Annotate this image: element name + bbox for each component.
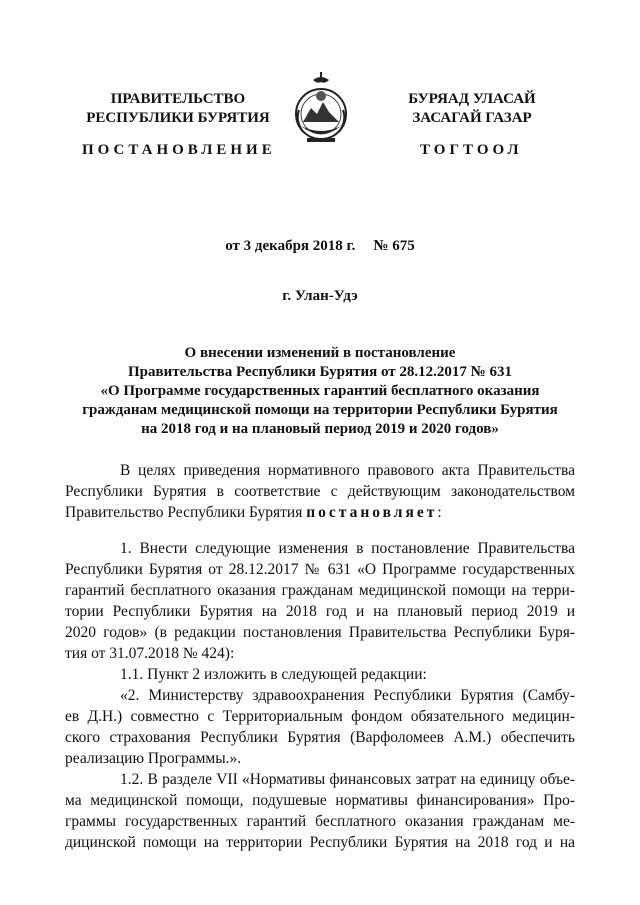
text-line bbox=[65, 502, 575, 523]
coat-of-arms-emblem bbox=[293, 70, 349, 158]
issuer-line: ПРАВИТЕЛЬСТВО bbox=[110, 91, 246, 107]
text-line: ев Д.Н.) совместно с Территориальным фондом обязательного медицин- bbox=[65, 708, 575, 725]
text-fragment: Правительство Республики Бурятия bbox=[65, 504, 307, 521]
text-line: 1.1. Пункт 2 изложить в следующей редакции: bbox=[120, 666, 427, 683]
preamble-paragraph bbox=[65, 460, 575, 523]
document-type-buryat: ТОГТООЛ bbox=[420, 142, 523, 158]
text-line: ского страхования Республики Бурятия (Варфоломеев А.М.) обеспечить bbox=[65, 729, 575, 746]
document-date: от 3 декабря 2018 г. bbox=[225, 238, 356, 254]
text-line: дицинской помощи на территории Республики Бурятия на 2018 год и на bbox=[65, 834, 575, 851]
title-line: «О Программе государственных гарантий бесплатного оказания bbox=[100, 383, 540, 399]
city: г. Улан-Удэ bbox=[282, 288, 358, 304]
text-line: гарантий бесплатного оказания гражданам медицинской помощи на терри- bbox=[65, 582, 575, 599]
document-type-russian: ПОСТАНОВЛЕНИЕ bbox=[82, 142, 276, 158]
text-line: реализацию Программы.». bbox=[65, 750, 242, 767]
issuer-line: ЗАСАГАЙ ГАЗАР bbox=[412, 110, 532, 126]
text-line: ма медицинской помощи, подушевые нормативы финансирования» Про- bbox=[65, 792, 575, 809]
date-number-line bbox=[0, 238, 640, 255]
document-number: № 675 bbox=[373, 238, 415, 254]
document-title bbox=[60, 344, 580, 439]
issuer-name-russian bbox=[68, 90, 288, 128]
issuer-name-buryat bbox=[372, 90, 572, 128]
text-line: 2020 годов» (в редакции постановления Правительства Республики Буря- bbox=[65, 624, 575, 641]
text-line: 1. Внести следующие изменения в постановление Правительства bbox=[120, 540, 575, 557]
resolution-keyword: постановляет bbox=[306, 504, 438, 521]
text-line: тия от 31.07.2018 № 424): bbox=[65, 645, 235, 662]
text-line: тории Республики Бурятия на 2018 год и на плановый период 2019 и bbox=[65, 603, 575, 620]
text-line: 1.2. В разделе VII «Нормативы финансовых затрат на единицу объе- bbox=[120, 771, 575, 788]
text-line: «2. Министерству здравоохранения Республики Бурятия (Самбу- bbox=[120, 687, 575, 704]
title-line: О внесении изменений в постановление bbox=[184, 345, 456, 361]
body-paragraphs bbox=[65, 538, 575, 853]
text-line: Республики Бурятия от 28.12.2017 № 631 «О Программе государственных bbox=[65, 561, 575, 578]
issuer-line: БУРЯАД УЛАСАЙ bbox=[408, 91, 536, 107]
title-line: Правительства Республики Бурятия от 28.12.2017 № 631 bbox=[127, 364, 512, 380]
issuer-line: РЕСПУБЛИКИ БУРЯТИЯ bbox=[86, 110, 270, 126]
text-fragment: : bbox=[437, 504, 442, 521]
text-line: Республики Бурятия в соответствие с действующим законодательством bbox=[65, 483, 575, 500]
text-line: В целях приведения нормативного правового акта Правительства bbox=[120, 462, 575, 479]
title-line: гражданам медицинской помощи на территории Республики Бурятия bbox=[82, 402, 558, 418]
text-line: граммы государственных гарантий бесплатного оказания гражданам ме- bbox=[65, 813, 575, 830]
title-line: на 2018 год и на плановый период 2019 и 2020 годов» bbox=[141, 421, 499, 437]
